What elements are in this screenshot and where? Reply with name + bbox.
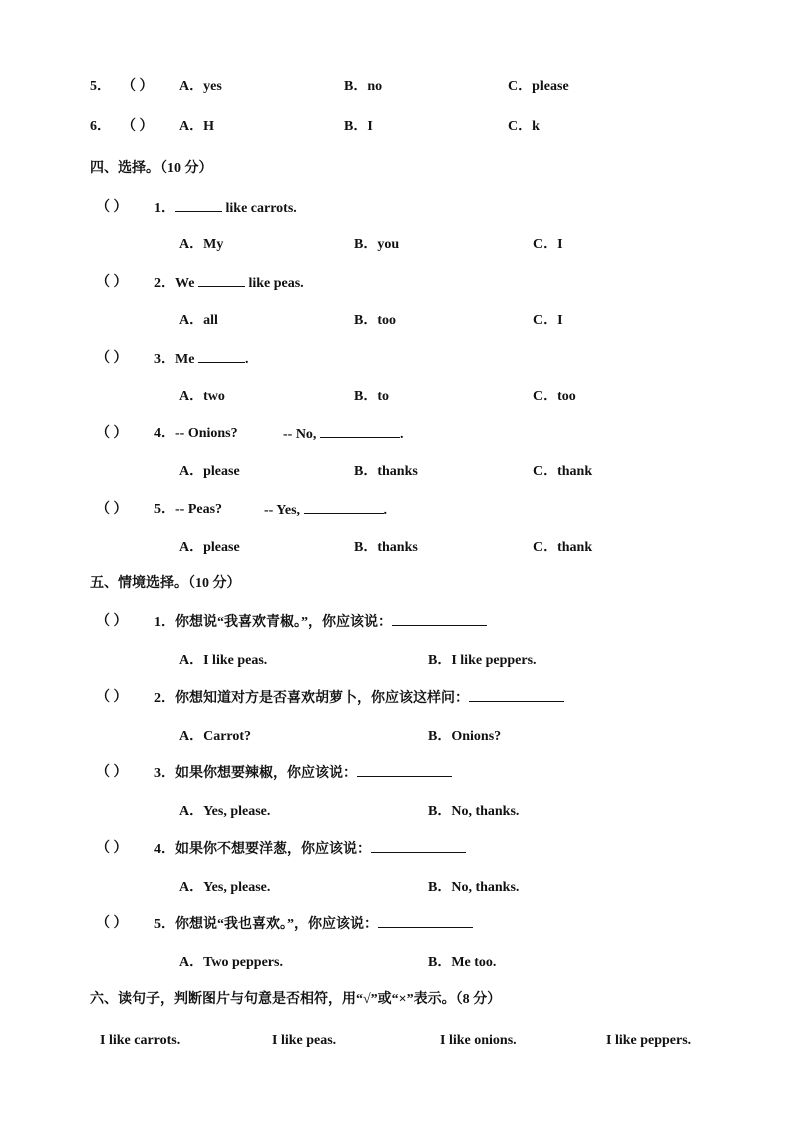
stem-text: 你想说“我喜欢青椒。”，你应该说： xyxy=(175,615,392,630)
option-b: B．No, thanks. xyxy=(428,804,520,819)
option-c: C．too xyxy=(533,389,576,404)
option-a: A．My xyxy=(179,237,224,252)
stem-post: . xyxy=(383,503,388,518)
stem-post: like peas. xyxy=(244,276,304,291)
option-a: A．I like peas. xyxy=(179,653,268,668)
answer-paren[interactable]: （ ） xyxy=(96,690,128,705)
stem-mid: -- Yes, xyxy=(264,503,304,518)
q-number: 2． xyxy=(154,276,175,291)
answer-paren[interactable]: （ ） xyxy=(96,502,128,517)
question-stem xyxy=(154,689,564,708)
option-a: A．Carrot? xyxy=(179,729,252,744)
question-reply xyxy=(283,425,403,444)
option-a: A．two xyxy=(179,389,225,404)
answer-paren[interactable]: （ ） xyxy=(96,200,128,215)
option-b: B．I like peppers. xyxy=(428,653,537,668)
q-number: 1． xyxy=(154,201,175,216)
stem-pre: We xyxy=(175,276,198,291)
question-stem xyxy=(154,199,297,218)
option-b: B．too xyxy=(354,313,396,328)
answer-paren[interactable]: （ ） xyxy=(96,841,128,856)
stem-text: 你想说“我也喜欢。”，你应该说： xyxy=(175,917,378,932)
section5-title: 五、情境选择。（10 分） xyxy=(90,576,241,591)
option-a: A．Yes, please. xyxy=(179,804,271,819)
option-a: A．please xyxy=(179,464,240,479)
sentence-onions: I like onions. xyxy=(440,1033,517,1048)
q-number: 3． xyxy=(154,352,175,367)
question-stem xyxy=(154,425,238,443)
sentence-peppers: I like peppers. xyxy=(606,1033,692,1048)
option-b: B．to xyxy=(354,389,389,404)
option-b: B．thanks xyxy=(354,464,418,479)
fill-blank[interactable] xyxy=(392,613,487,626)
option-c: C．please xyxy=(508,79,569,94)
stem-pre: -- Onions? xyxy=(175,426,238,441)
stem-pre: Me xyxy=(175,352,198,367)
q-number: 1． xyxy=(154,615,175,630)
option-c: C．I xyxy=(533,237,563,252)
option-b: B．thanks xyxy=(354,540,418,555)
q-number: 6． xyxy=(90,119,111,134)
fill-blank[interactable] xyxy=(357,764,452,777)
option-c: C．thank xyxy=(533,540,593,555)
q-number: 5． xyxy=(154,502,175,517)
option-a: A．H xyxy=(179,119,214,134)
question-stem xyxy=(154,915,473,934)
fill-blank[interactable] xyxy=(198,274,245,287)
stem-text: 如果你不想要洋葱，你应该说： xyxy=(175,842,371,857)
question-stem xyxy=(154,613,487,632)
question-stem xyxy=(154,764,452,783)
section6-title: 六、读句子，判断图片与句意是否相符，用“√”或“×”表示。（8 分） xyxy=(90,992,502,1007)
option-a: A．yes xyxy=(179,79,222,94)
q-number: 4． xyxy=(154,426,175,441)
answer-paren[interactable]: （ ） xyxy=(96,614,128,629)
fill-blank[interactable] xyxy=(175,199,222,212)
stem-text: 如果你想要辣椒，你应该说： xyxy=(175,766,357,781)
q-number: 3． xyxy=(154,766,175,781)
option-a: A．all xyxy=(179,313,218,328)
stem-post: . xyxy=(399,427,404,442)
option-a: A．Yes, please. xyxy=(179,880,271,895)
question-stem xyxy=(154,501,222,519)
option-b: B．no xyxy=(344,79,383,94)
fill-blank[interactable] xyxy=(378,915,473,928)
stem-post: . xyxy=(244,352,249,367)
option-c: C．k xyxy=(508,119,540,134)
answer-paren[interactable]: （ ） xyxy=(122,119,154,134)
option-b: B．I xyxy=(344,119,373,134)
fill-blank[interactable] xyxy=(198,350,245,363)
fill-blank[interactable] xyxy=(320,425,400,438)
question-stem xyxy=(154,350,248,369)
fill-blank[interactable] xyxy=(304,501,384,514)
option-b: B．you xyxy=(354,237,400,252)
fill-blank[interactable] xyxy=(371,840,466,853)
option-c: C．I xyxy=(533,313,563,328)
stem-mid: -- No, xyxy=(283,427,320,442)
option-b: B．No, thanks. xyxy=(428,880,520,895)
q-number: 5． xyxy=(154,917,175,932)
answer-paren[interactable]: （ ） xyxy=(96,351,128,366)
question-stem xyxy=(154,274,304,293)
answer-paren[interactable]: （ ） xyxy=(96,916,128,931)
sentence-peas: I like peas. xyxy=(272,1033,337,1048)
q-number: 5． xyxy=(90,79,111,94)
answer-paren[interactable]: （ ） xyxy=(96,765,128,780)
question-stem xyxy=(154,840,466,859)
stem-pre: -- Peas? xyxy=(175,502,223,517)
sentence-carrots: I like carrots. xyxy=(100,1033,181,1048)
stem-post: like carrots. xyxy=(222,201,297,216)
q-number: 4． xyxy=(154,842,175,857)
fill-blank[interactable] xyxy=(469,689,564,702)
question-reply xyxy=(264,501,387,520)
q-number: 2． xyxy=(154,691,175,706)
option-c: C．thank xyxy=(533,464,593,479)
option-b: B．Me too. xyxy=(428,955,497,970)
option-a: A．please xyxy=(179,540,240,555)
answer-paren[interactable]: （ ） xyxy=(96,275,128,290)
option-b: B．Onions? xyxy=(428,729,502,744)
answer-paren[interactable]: （ ） xyxy=(122,79,154,94)
stem-text: 你想知道对方是否喜欢胡萝卜，你应该这样问： xyxy=(175,691,469,706)
option-a: A．Two peppers. xyxy=(179,955,283,970)
answer-paren[interactable]: （ ） xyxy=(96,426,128,441)
section4-title: 四、选择。（10 分） xyxy=(90,161,213,176)
